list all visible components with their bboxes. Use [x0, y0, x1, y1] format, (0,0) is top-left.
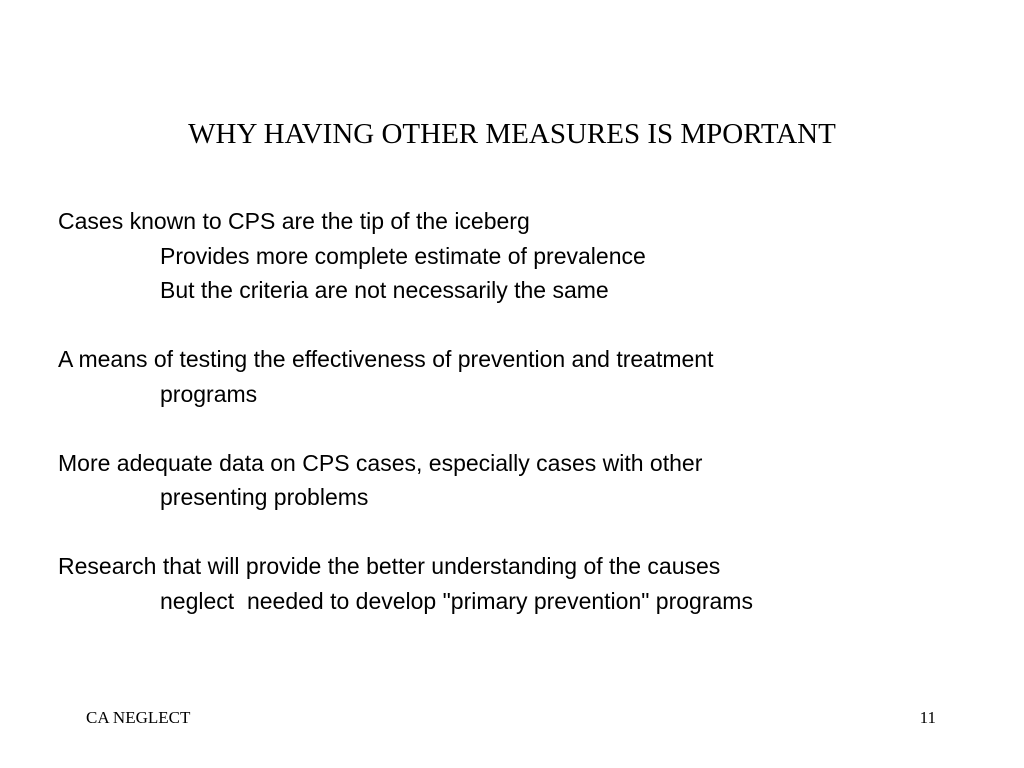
paragraph-spacer	[58, 411, 998, 446]
paragraph-spacer	[58, 308, 998, 343]
point-sub-text: presenting problems	[160, 484, 369, 510]
slide-title: WHY HAVING OTHER MEASURES IS MPORTANT	[188, 118, 836, 150]
point-sub-text: neglect needed to develop "primary prevention" programs	[160, 587, 753, 614]
point-main-text: More adequate data on CPS cases, especially cases with other	[58, 449, 703, 476]
paragraph-spacer	[58, 515, 998, 550]
point-main-text: Research that will provide the better understanding of the causes	[58, 553, 721, 579]
point-block	[58, 446, 998, 515]
point-main-text: A means of testing the effectiveness of prevention and treatment	[58, 346, 714, 372]
point-sub-text: Provides more complete estimate of prevalence	[160, 242, 646, 269]
footer-label: CA NEGLECT	[86, 708, 191, 727]
point-block	[58, 204, 998, 308]
slide-body	[58, 204, 998, 618]
point-sub-text: programs	[160, 380, 258, 407]
slide-number: 11	[919, 708, 936, 727]
point-main-text: Cases known to CPS are the tip of the iceberg	[58, 208, 530, 234]
point-block	[58, 549, 998, 618]
point-sub-text: But the criteria are not necessarily the same	[160, 277, 609, 303]
point-block	[58, 342, 998, 411]
